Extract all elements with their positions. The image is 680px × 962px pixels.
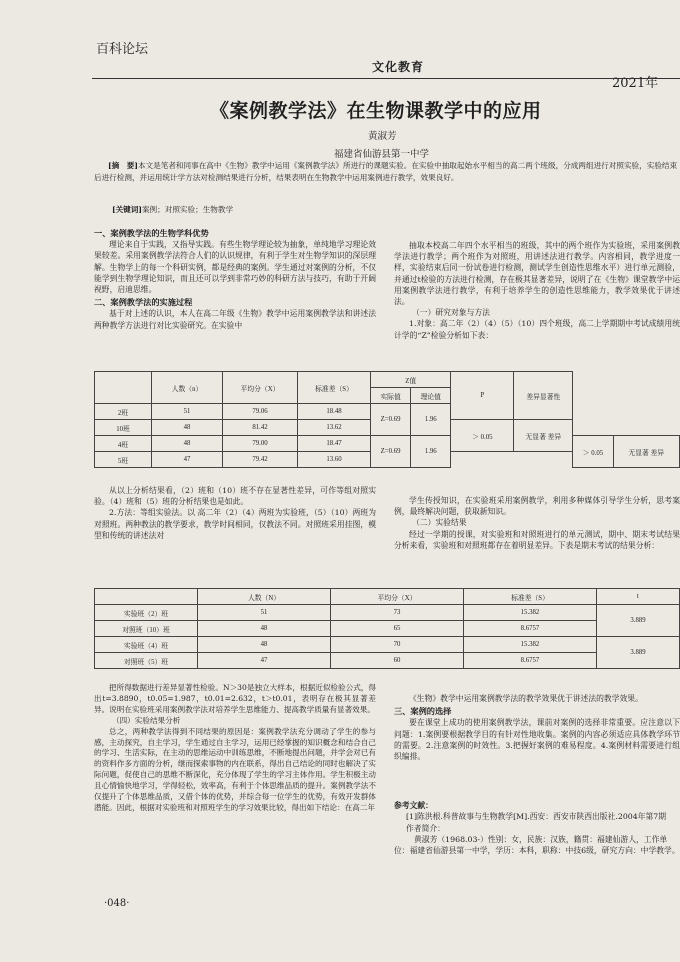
author-bio-label: 作者简介： xyxy=(406,823,445,833)
t2-cell: 8.6757 xyxy=(464,621,597,637)
body-paragraph: 经过一学期的授课，对实验班和对照班进行的单元测试，期中、期末考试结果分析来看，实验班和对照班都存在着明显差异。下表是期末考试的结果分析： xyxy=(394,529,680,550)
t2-cell: 实验班（2）班 xyxy=(95,605,198,621)
table-row xyxy=(95,436,680,452)
section-heading: （一）研究对象与方法 xyxy=(412,308,490,318)
body-paragraph: 《生物》教学中运用案例教学法的教学效果优于讲述法的教学效果。 xyxy=(409,694,643,703)
journal-name: 百科论坛 xyxy=(96,42,149,57)
t2-cell: 对照班（10）班 xyxy=(95,621,198,637)
keywords-text: 案例；对照实验；生物教学 xyxy=(141,205,234,214)
t2-cell: 73 xyxy=(331,605,464,621)
right-column-mid xyxy=(394,495,680,551)
body-paragraph: 2.方法：等组实验法。以 高二年（2）（4）两班为实验班，（5）（10）两班为对照班。两种教法的教学要求，教学时间相同，仅教法不同。对照班采用挂图，模型和传统的讲述法对 xyxy=(94,508,376,540)
t1-cell: Z=0.69 xyxy=(371,436,411,468)
article-affiliation: 福建省仙游县第一中学 xyxy=(334,149,430,160)
t1-header-p: P xyxy=(451,372,514,420)
reference-item: [1]陈洪根.科普故事与生物教学[M].西安：西安市陕西出版社.2004年第7期 xyxy=(406,812,667,822)
t1-cell: 4班 xyxy=(95,436,152,452)
section-heading: 二、案例教学法的实施过程 xyxy=(94,297,193,308)
references-heading: 参考文献： xyxy=(394,801,433,810)
article-title: 《案例教学法》在生物课教学中的应用 xyxy=(210,100,542,122)
t2-cell: 51 xyxy=(198,605,331,621)
t1-cell: ＞ 0.05 xyxy=(573,436,613,468)
section-heading: 一、案例教学法的生物学科优势 xyxy=(94,228,209,238)
page-number: ·048· xyxy=(104,898,130,909)
body-paragraph: 学生传授知识，在实验班采用案例教学，利用多种媒体引导学生分析，思考案例，最终解决问题，获取新知识。 xyxy=(394,496,680,517)
t2-cell: 实验班（4）班 xyxy=(95,637,198,653)
t2-header-n: 人数（N） xyxy=(198,589,331,605)
abstract xyxy=(94,160,680,183)
t2-header-mean: 平均分（X） xyxy=(331,589,464,605)
body-paragraph: 基于对上述的认识，本人在高二年级《生物》教学中运用案例教学法和讲述法两种教学方法进行对比实验研究。在实验中 xyxy=(94,309,376,330)
table-row xyxy=(95,605,680,621)
body-paragraph: 总之，两种教学法得到不同结果的原因是：案例教学法充分调动了学生的参与感，主动探究，自主学习，学生通过自主学习，运用已经掌握的知识概念和结合自己的学习、生活实际，在主动的思维运动中训练思维，不断地提出问题，并学会对已有的资料作多方面的分析，继而探索事物的内在联系，得出自己结论的同时也解决了实际问题，促使自己的思维不断深化，充分体现了学生的学习主体作用。学生积极主动且心情愉快地学习，学得轻松，效率高，有利于个体思维品质的提升。案例教学法不仅提升了个体思维品质，又借个体的优势，并综合每一位学生的优势，有效开发群体潜能。因此，根据对实验班和对照班学生的学习效果比较，得出如下结论：在高二年 xyxy=(94,726,376,812)
body-paragraph: 把所得数据进行差异显著性检验。N＞30是独立大样本，根据近似检验公式，得出t=3.8890，t0.05=1.987，t0.01=2.632，t＞t0.01，表明存在极其显著差异。说明在实验班采用案例教学法对培养学生思维能力、提高教学质量有显著效果。 xyxy=(94,683,376,714)
t2-cell: 3.889 xyxy=(597,605,680,637)
t1-header-blank xyxy=(95,372,152,404)
t2-header-t: t xyxy=(597,589,680,605)
issue-year: 2021年 xyxy=(612,76,659,91)
body-paragraph: 要在课堂上成功的使用案例教学法，课前对案例的选择非常重要。应注意以下问题：1.案例要根据教学目的有针对性地收集。案例的内容必须适应具体教学环节的需要。2.注意案例的时效性。3.把握好案例的难易程度。4.案例材料需要进行组织编排。 xyxy=(394,718,680,762)
t1-cell: 2班 xyxy=(95,404,152,420)
t1-header-mean: 平均分（X） xyxy=(223,372,298,404)
body-paragraph: 理论来自于实践，又指导实践。有些生物学理论较为抽象，单纯地学习理论效果较差。采用案例教学法符合人们的认识规律，有利于学生对生物学知识的深层理解。生物学上的每一个科研实例，都是经典的案例。学生通过对案例的分析，不仅能学到生物学理论知识，而且还可以学到非常巧妙的科研方法与技巧，有助于开阔视野，启迪思维。 xyxy=(94,240,376,295)
table-row xyxy=(95,653,680,669)
t2-cell: 对照班（5）班 xyxy=(95,653,198,669)
t1-cell: ＞ 0.05 xyxy=(451,420,514,452)
abstract-label: [摘 要] xyxy=(108,161,138,170)
t1-cell: 48 xyxy=(152,436,223,452)
section-heading: 三、案例的选择 xyxy=(394,706,452,717)
section-heading: （二）实验结果 xyxy=(412,518,467,528)
section-name: 文化教育 xyxy=(372,60,425,74)
right-column-top xyxy=(394,240,680,341)
t1-cell: 1.96 xyxy=(411,436,451,468)
table-row xyxy=(95,621,680,637)
left-column-bottom xyxy=(94,683,376,814)
t1-cell: 79.06 xyxy=(223,404,298,420)
right-column-bottom xyxy=(394,693,680,762)
t1-header-n: 人数（n） xyxy=(152,372,223,404)
t1-cell: 无显著 差异 xyxy=(613,436,679,468)
t1-cell: 81.42 xyxy=(223,420,298,436)
t1-cell: 13.62 xyxy=(298,420,371,436)
keywords-label: [关键词] xyxy=(112,205,142,214)
t2-header-sd: 标准差（S） xyxy=(464,589,597,605)
left-column-top xyxy=(94,226,376,331)
t2-cell: 48 xyxy=(198,637,331,653)
table-t-test xyxy=(94,588,680,669)
t1-cell: 79.42 xyxy=(223,452,298,468)
table-z-test xyxy=(94,371,680,468)
header-rule xyxy=(92,78,680,79)
t1-cell: 18.47 xyxy=(298,436,371,452)
t1-cell: 10班 xyxy=(95,420,152,436)
t1-cell: 79.00 xyxy=(223,436,298,452)
t2-cell: 70 xyxy=(331,637,464,653)
body-paragraph: 从以上分析结果看，（2）班和（10）班不存在显著性差异，可作等组对照实验。（4）班和（5）班的分析结果也是如此。 xyxy=(94,486,376,507)
t2-cell: 47 xyxy=(198,653,331,669)
author-bio: 黄淑芳（1968.03-）性别：女，民族：汉族，籍贯：福建仙游人，工作单位：福建省仙游县第一中学，学历：本科，职称：中技6级，研究方向：中学教学。 xyxy=(394,834,680,856)
t1-cell: 48 xyxy=(152,420,223,436)
t2-cell: 48 xyxy=(198,621,331,637)
t1-cell: 无显著 差异 xyxy=(514,420,573,452)
t1-cell: Z=0.69 xyxy=(371,404,411,436)
t1-cell: 18.48 xyxy=(298,404,371,420)
t1-header-z: Z值 xyxy=(371,372,451,388)
t2-header-blank xyxy=(95,589,198,605)
t1-cell: 1.96 xyxy=(411,404,451,436)
t2-cell: 8.6757 xyxy=(464,653,597,669)
t2-cell: 60 xyxy=(331,653,464,669)
t1-cell: 5班 xyxy=(95,452,152,468)
body-paragraph: 抽取本校高二年四个水平相当的班级，其中的两个班作为实验班，采用案例教学法进行教学；两个班作为对照班，用讲述法进行教学。内容相同，教学进度一样，实验结束后同一份试卷进行检测，测试学生创造性思维水平）进行单元测验，并通过t检验的方法进行检测，存在极其显著差异，说明了在《生物》课堂教学中运用案例教学法进行教学，有利于培养学生的创造性思维能力，教学效果优于讲述法。 xyxy=(394,241,680,307)
t1-cell: 47 xyxy=(152,452,223,468)
t2-cell: 15.382 xyxy=(464,637,597,653)
article-author: 黄淑芳 xyxy=(368,131,397,142)
table-row xyxy=(95,637,680,653)
left-column-mid xyxy=(94,485,376,541)
keywords xyxy=(112,204,233,215)
t2-cell: 65 xyxy=(331,621,464,637)
table-row xyxy=(95,404,680,420)
references xyxy=(394,800,680,856)
t1-cell: 51 xyxy=(152,404,223,420)
t2-cell: 3.889 xyxy=(597,637,680,669)
t1-z-theory-header: 理论值 xyxy=(411,388,451,404)
t1-header-sd: 标准差（S） xyxy=(298,372,371,404)
t1-header-sig: 差异显著性 xyxy=(514,372,573,420)
abstract-text: 本文是笔者和同事在高中《生物》教学中运用《案例教学法》所进行的课题实验。在实验中抽取起始水平相当的高二两个班级，分成两组进行对照实验，实验结束后进行检测，并运用统计学方法对检测结果进行分析，结果表明在生物教学中运用案例进行教学，效果良好。 xyxy=(94,161,678,182)
t1-cell: 13.60 xyxy=(298,452,371,468)
t1-z-actual-header: 实际值 xyxy=(371,388,411,404)
body-paragraph: 1.对象：高二年（2）（4）（5）（10）四个班级，高二上学期期中考试成绩用统计学的“Z”检验分析如下表： xyxy=(394,319,680,340)
t2-cell: 15.382 xyxy=(464,605,597,621)
section-heading: （四）实验结果分析 xyxy=(112,715,181,725)
